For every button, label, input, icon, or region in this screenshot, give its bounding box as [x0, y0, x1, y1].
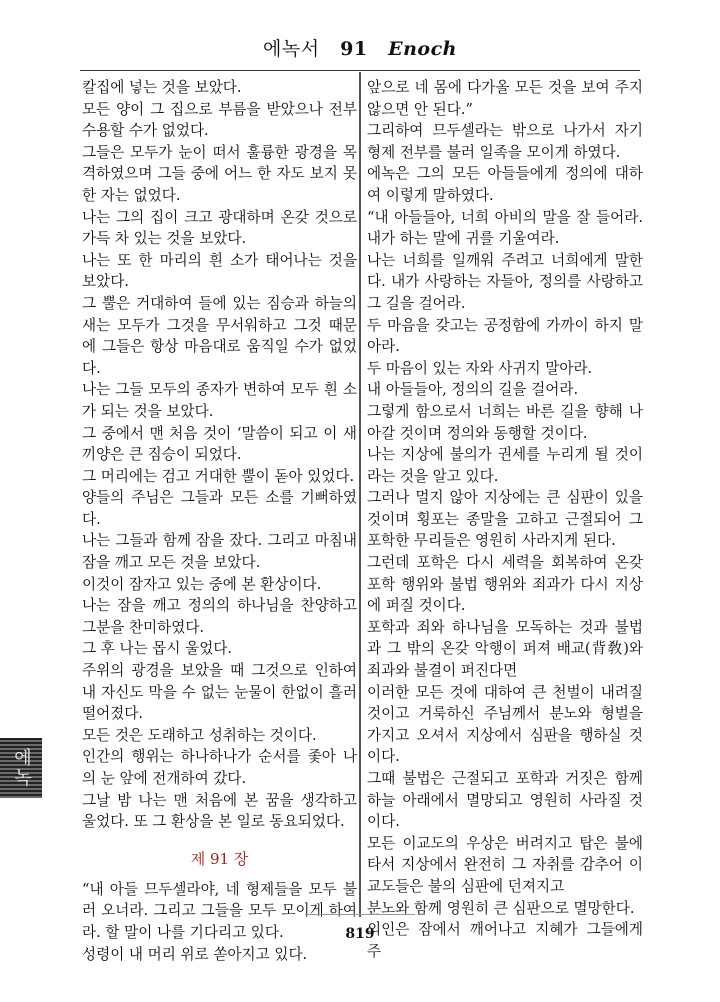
paragraph: 그렇게 함으로서 너희는 바른 길을 향해 나아갈 것이며 정의와 동행할 것이다.: [367, 402, 643, 442]
footer-rule: [305, 914, 415, 915]
paragraph: 모든 것은 도래하고 성취하는 것이다.: [82, 726, 317, 744]
paragraph: 포학과 죄와 하나님을 모독하는 것과 불법과 그 밖의 온갖 악행이 퍼져 배교(背敎)와 죄과와 불결이 퍼진다면: [367, 618, 643, 680]
paragraph: 주위의 광경을 보았을 때 그것으로 인하여 내 자신도 막을 수 없는 눈물이 한없이 흘러 떨어졌다.: [82, 662, 357, 723]
paragraph: 의인은 잠에서 깨어나고 지혜가 그들에게 주: [367, 921, 643, 960]
paragraph: 나는 또 한 마리의 흰 소가 태어나는 것을 보았다.: [82, 251, 357, 291]
paragraph: 그 중에서 맨 처음 것이 ‘말씀이 되고 이 새끼양은 큰 짐승이 되었다.: [82, 424, 357, 464]
side-thumb-tab: [0, 738, 42, 798]
paragraph: 양들의 주님은 그들과 모든 소를 기뻐하였다.: [82, 489, 357, 528]
paragraph: 모든 양이 그 집으로 부름을 받았으나 전부 수용할 수가 없었다.: [82, 100, 357, 140]
paragraph: 그 후 나는 몹시 울었다.: [82, 640, 233, 658]
side-tab-label: 에녹: [11, 748, 32, 788]
paragraph: 그 머리에는 검고 거대한 뿔이 돋아 있었다.: [82, 467, 355, 485]
paragraph: 두 마음이 있는 자와 사귀지 말아라.: [367, 359, 593, 377]
header-book-korean: 에녹서: [263, 38, 320, 60]
paragraph: 인간의 행위는 하나하나가 순서를 좇아 나의 눈 앞에 전개하여 갔다.: [82, 748, 357, 787]
left-column: [82, 77, 357, 965]
paragraph: 나는 그들 모두의 종자가 변하여 모두 흰 소가 되는 것을 보았다.: [82, 381, 357, 420]
paragraph: 나는 너희를 일깨워 주려고 너희에게 말한다. 내가 사랑하는 자들아, 정의를 사랑하고 그 길을 걸어라.: [367, 251, 643, 312]
paragraph: 나는 지상에 불의가 권세를 누리게 될 것이라는 것을 알고 있다.: [367, 446, 643, 485]
paragraph: “내 아들들아, 너희 아비의 말을 잘 들어라. 내가 하는 말에 귀를 기울여라.: [367, 208, 643, 248]
paragraph: 이것이 잠자고 있는 중에 본 환상이다.: [82, 575, 322, 593]
paragraph: 그날 밤 나는 맨 처음에 본 꿈을 생각하고 울었다. 또 그 환상을 본 일로 동요되었다.: [82, 791, 357, 831]
paragraph: 분노와 함께 영원히 큰 심판으로 멸망한다.: [367, 899, 635, 917]
running-header: [0, 33, 720, 65]
page-number: 819: [345, 926, 375, 942]
paragraph: 그들은 모두가 눈이 떠서 훌륭한 광경을 목격하였으며 그들 중에 어느 한 자도 보지 못한 자는 없었다.: [82, 143, 357, 204]
header-rule: [80, 70, 640, 71]
right-column: [367, 77, 643, 962]
paragraph: 앞으로 네 몸에 다가올 모든 것을 보여 주지 않으면 안 된다.”: [367, 79, 643, 118]
paragraph: 칼집에 넣는 것을 보았다.: [82, 79, 242, 96]
header-book-english: Enoch: [388, 38, 457, 60]
header-chapter-number: 91: [340, 38, 368, 60]
paragraph: 나는 그의 집이 크고 광대하며 온갖 것으로 가득 차 있는 것을 보았다.: [82, 208, 357, 248]
paragraph: 그러나 멀지 않아 지상에는 큰 심판이 있을 것이며 횡포는 종말을 고하고 근절되어 그 포학한 무리들은 영원히 사라지게 된다.: [367, 489, 643, 550]
paragraph: 그런데 포학은 다시 세력을 회복하여 온갖 포학 행위와 불법 행위와 죄과가 다시 지상에 퍼질 것이다.: [367, 554, 643, 615]
paragraph: 나는 잠을 깨고 정의의 하나님을 찬양하고 그분을 찬미하였다.: [82, 597, 357, 636]
paragraph: 그때 불법은 근절되고 포학과 거짓은 함께 하늘 아래에서 멸망되고 영원히 사라질 것이다.: [367, 770, 643, 831]
paragraph: “내 아들 므두셀라야, 네 형제들을 모두 불러 오너라. 그리고 그들을 모두 모이게 하여라. 할 말이 나를 기다리고 있다.: [82, 880, 357, 941]
paragraph: 그 뿔은 거대하여 들에 있는 짐승과 하늘의 새는 모두가 그것을 무서워하고 그것 때문에 그들은 항상 마음대로 움직일 수가 없었다.: [82, 294, 357, 377]
paragraph: 내 아들들아, 정의의 길을 걸어라.: [367, 381, 579, 399]
paragraph: 성령이 내 머리 위로 쏟아지고 있다.: [82, 945, 308, 963]
paragraph: 에녹은 그의 모든 아들들에게 정의에 대하여 이렇게 말하였다.: [367, 165, 643, 204]
paragraph: 모든 이교도의 우상은 버려지고 탑은 불에 타서 지상에서 완전히 그 자취를 감추어 이교도들은 불의 심판에 던져지고: [367, 834, 643, 895]
paragraph: 나는 그들과 함께 잠을 잤다. 그리고 마침내 잠을 깨고 모든 것을 보았다.: [82, 532, 357, 572]
paragraph: 두 마음을 갖고는 공정함에 가까이 하지 말아라.: [367, 316, 643, 356]
column-divider: [359, 72, 361, 917]
paragraph: 이러한 모든 것에 대하여 큰 천벌이 내려질 것이고 거룩하신 주님께서 분노와 형벌을 가지고 오셔서 지상에서 심판을 행하실 것이다.: [367, 683, 643, 766]
paragraph: 그리하여 므두셀라는 밖으로 나가서 자기 형제 전부를 불러 일족을 모이게 하였다.: [367, 122, 643, 161]
chapter-heading: 제 91 장: [190, 849, 249, 868]
